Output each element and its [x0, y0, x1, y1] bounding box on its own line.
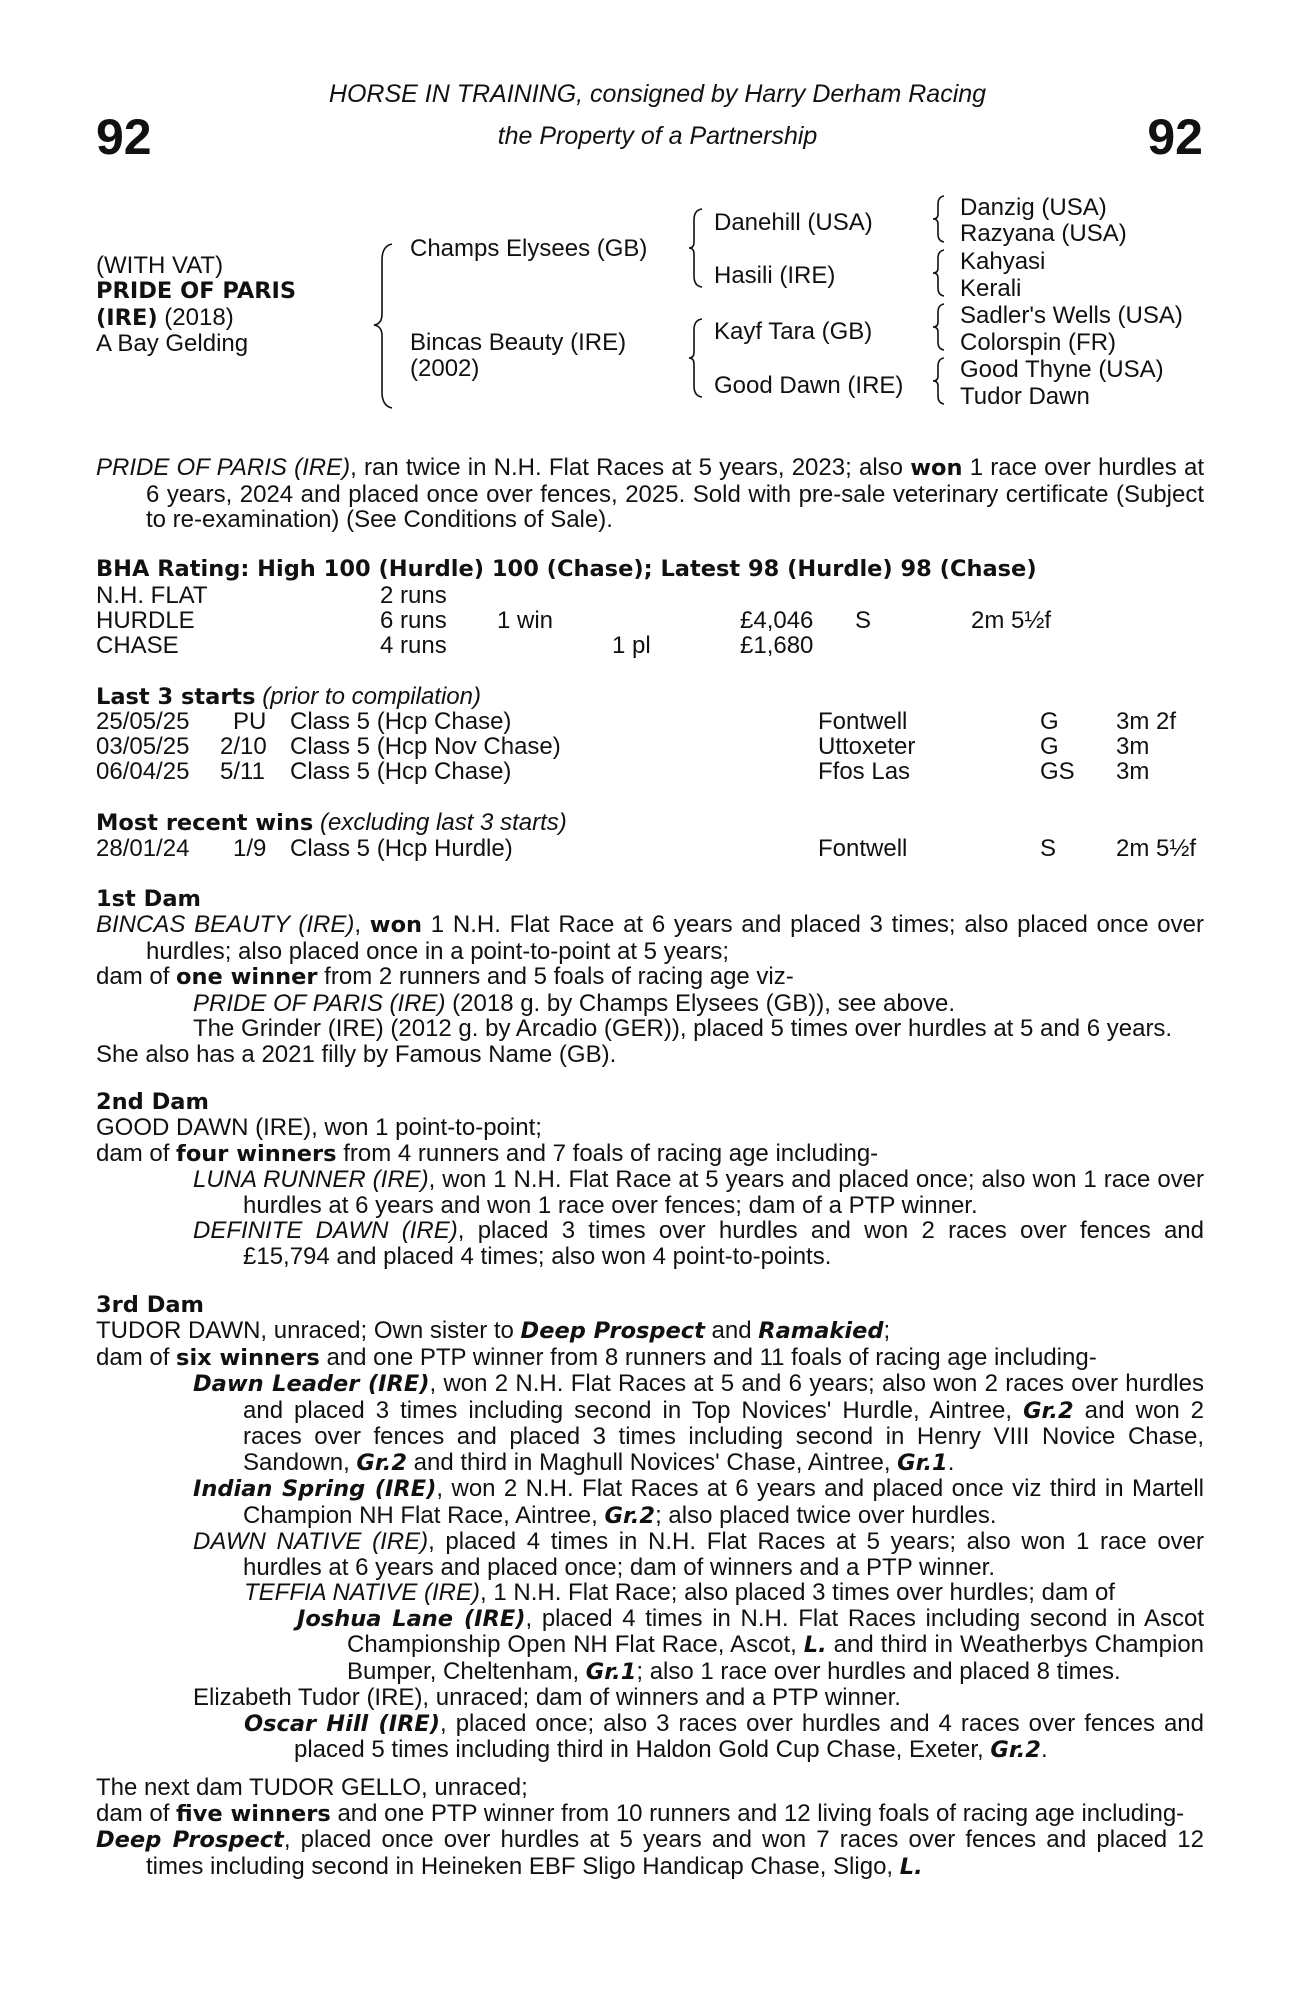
start-course: Ffos Las	[818, 758, 911, 785]
dam-sire: Kayf Tara (GB)	[714, 318, 873, 345]
brace-gg2	[930, 248, 948, 298]
first-dam-produce-1: PRIDE OF PARIS (IRE) (2018 g. by Champs Elysees (GB)), see above.	[193, 989, 956, 1017]
win-date: 28/01/24	[96, 835, 190, 862]
win-position: 1/9	[233, 835, 267, 862]
ggp-2: Razyana (USA)	[960, 220, 1127, 247]
start-course: Fontwell	[818, 708, 908, 735]
second-dam-summary: GOOD DAWN (IRE), won 1 point-to-point;	[96, 1114, 542, 1141]
start-race: Class 5 (Hcp Chase)	[290, 708, 512, 735]
dam: Bincas Beauty (IRE)	[410, 329, 627, 356]
lot-number-right: 92	[1147, 109, 1203, 165]
ggp-4: Kerali	[960, 275, 1022, 302]
record-type: CHASE	[96, 632, 179, 659]
dam-dam: Good Dawn (IRE)	[714, 372, 904, 399]
second-dam-produce-2: DEFINITE DAWN (IRE), placed 3 times over hurdles and won 2 races over fences and £15,794 and placed 4 times; also won 4 point-to-points.	[193, 1217, 1205, 1270]
second-dam-produce-1: LUNA RUNNER (IRE), won 1 N.H. Flat Race at 5 years and placed once; also won 1 race over hurdles at 6 years and won 1 race over fences; dam of a PTP winner.	[193, 1166, 1205, 1219]
third-dam-grandproduce-1: TEFFIA NATIVE (IRE), 1 N.H. Flat Race; also placed 3 times over hurdles; dam of	[244, 1579, 1115, 1606]
lot-subtitle: the Property of a Partnership	[497, 122, 818, 150]
start-race: Class 5 (Hcp Nov Chase)	[290, 733, 561, 760]
brace-sire	[686, 206, 706, 290]
third-dam-summary: TUDOR DAWN, unraced; Own sister to Deep Prospect and Ramakied;	[96, 1317, 891, 1344]
record-runs: 2 runs	[380, 582, 447, 609]
start-date: 03/05/25	[96, 733, 190, 760]
start-going: GS	[1040, 758, 1075, 785]
ggp-1: Danzig (USA)	[960, 194, 1107, 221]
intro-paragraph: PRIDE OF PARIS (IRE), ran twice in N.H. Flat Races at 5 years, 2023; also won 1 race over hurdles at 6 years, 2024 and placed once over fences, 2025. Sold with pre-sale veterinary certificate (Subject to re-examination) (See Conditions of Sale).	[96, 454, 1205, 533]
third-dam-produce-4: Elizabeth Tudor (IRE), unraced; dam of winners and a PTP winner.	[193, 1684, 901, 1711]
sire: Champs Elysees (GB)	[410, 235, 648, 262]
win-going: S	[1040, 835, 1057, 862]
brace-gg4	[930, 356, 948, 406]
brace-gg3	[930, 302, 948, 352]
third-dam-produce-2: Indian Spring (IRE), won 2 N.H. Flat Races at 6 years and placed once viz third in Martell Champion NH Flat Race, Aintree, Gr.2; also placed twice over hurdles.	[193, 1475, 1205, 1529]
record-wins: 1 win	[497, 607, 554, 634]
second-dam-produce-intro: dam of four winners from 4 runners and 7 foals of racing age including-	[96, 1139, 879, 1167]
next-dam-produce-intro: dam of five winners and one PTP winner from 10 runners and 12 living foals of racing age including-	[96, 1799, 1185, 1827]
lot-title: HORSE IN TRAINING, consigned by Harry Derham Racing	[328, 80, 987, 108]
ggp-5: Sadler's Wells (USA)	[960, 302, 1183, 329]
third-dam-produce-1: Dawn Leader (IRE), won 2 N.H. Flat Races at 5 and 6 years; also won 2 races over hurdles and placed 3 times including second in Top Novices' Hurdle, Aintree, Gr.2 and won 2 races over fences and placed 3 times including second in Henry VIII Novice Chase, Sandown, Gr.2 and third in Maghull Novices' Chase, Aintree, Gr.1.	[193, 1370, 1205, 1476]
next-dam-section	[96, 1775, 1204, 1880]
recent-wins-heading: Most recent wins (excluding last 3 starts)	[96, 809, 567, 836]
win-course: Fontwell	[818, 835, 908, 862]
start-position: PU	[233, 708, 267, 735]
third-dam-grandproduce-2: Oscar Hill (IRE), placed once; also 3 races over hurdles and 4 races over fences and placed 5 times including third in Haldon Gold Cup Chase, Exeter, Gr.2.	[244, 1709, 1204, 1763]
start-going: G	[1040, 708, 1059, 735]
lot-number-left: 92	[96, 109, 152, 165]
start-position: 5/11	[220, 758, 265, 785]
second-dam-heading: 2nd Dam	[96, 1089, 209, 1115]
start-distance: 3m	[1116, 758, 1150, 785]
next-dam-produce-1: Deep Prospect, placed once over hurdles at 5 years and won 7 races over fences and placed 12 times including second in Heineken EBF Sligo Handicap Chase, Sligo, L.	[96, 1826, 1204, 1880]
third-dam-heading: 3rd Dam	[96, 1292, 204, 1318]
record-type: HURDLE	[96, 607, 195, 634]
start-race: Class 5 (Hcp Chase)	[290, 758, 512, 785]
start-date: 06/04/25	[96, 758, 190, 785]
third-dam-produce-3: DAWN NATIVE (IRE), placed 4 times in N.H. Flat Races at 5 years; also won 1 race over hurdles at 6 years and placed once; dam of winners and a PTP winner.	[193, 1528, 1205, 1581]
start-distance: 3m 2f	[1116, 708, 1177, 735]
first-dam-heading: 1st Dam	[96, 886, 201, 912]
horse-description: A Bay Gelding	[96, 330, 249, 357]
brace-dam	[686, 316, 706, 400]
record-runs: 6 runs	[380, 607, 447, 634]
ggp-3: Kahyasi	[960, 248, 1046, 275]
brace-gg1	[930, 194, 948, 244]
third-dam-section	[96, 1318, 1204, 1764]
ggp-7: Good Thyne (USA)	[960, 356, 1164, 383]
first-dam-note: She also has a 2021 filly by Famous Name (GB).	[96, 1040, 617, 1068]
record-prize: £1,680	[740, 632, 814, 659]
start-distance: 3m	[1116, 733, 1150, 760]
record-runs: 4 runs	[380, 632, 447, 659]
last-starts-heading: Last 3 starts (prior to compilation)	[96, 683, 481, 710]
bha-rating-heading: BHA Rating: High 100 (Hurdle) 100 (Chase); Latest 98 (Hurdle) 98 (Chase)	[96, 556, 1037, 582]
horse-name: PRIDE OF PARIS	[96, 278, 297, 304]
first-dam-produce-2: The Grinder (IRE) (2012 g. by Arcadio (GER)), placed 5 times over hurdles at 5 and 6 years.	[193, 1015, 1173, 1042]
dam-year: (2002)	[410, 355, 480, 382]
record-going: S	[855, 607, 872, 634]
horse-name-suffix: (IRE) (2018)	[96, 304, 234, 331]
record-placed: 1 pl	[612, 632, 651, 659]
ggp-8: Tudor Dawn	[960, 383, 1090, 410]
start-going: G	[1040, 733, 1059, 760]
sire-dam: Hasili (IRE)	[714, 262, 836, 289]
first-dam-section	[96, 912, 1204, 1067]
record-type: N.H. FLAT	[96, 582, 208, 609]
next-dam-summary: The next dam TUDOR GELLO, unraced;	[96, 1774, 528, 1801]
record-distance: 2m 5½f	[971, 607, 1052, 634]
third-dam-produce-intro: dam of six winners and one PTP winner from 8 runners and 11 foals of racing age including-	[96, 1343, 1097, 1371]
first-dam-produce-intro: dam of one winner from 2 runners and 5 foals of racing age viz-	[96, 963, 794, 990]
start-date: 25/05/25	[96, 708, 190, 735]
sire-sire: Danehill (USA)	[714, 209, 873, 236]
win-distance: 2m 5½f	[1116, 835, 1197, 862]
record-prize: £4,046	[740, 607, 814, 634]
start-course: Uttoxeter	[818, 733, 916, 760]
vat-note: (WITH VAT)	[96, 252, 224, 279]
second-dam-section	[96, 1115, 1204, 1269]
win-race: Class 5 (Hcp Hurdle)	[290, 835, 513, 862]
brace-parents	[370, 240, 396, 410]
ggp-6: Colorspin (FR)	[960, 329, 1117, 356]
third-dam-greatgrandproduce-1: Joshua Lane (IRE), placed 4 times in N.H. Flat Races including second in Ascot Championship Open NH Flat Race, Ascot, L. and third in Weatherbys Champion Bumper, Cheltenham, Gr.1; also 1 race over hurdles and placed 8 times.	[297, 1604, 1205, 1685]
start-position: 2/10	[220, 733, 267, 760]
first-dam-summary: BINCAS BEAUTY (IRE), won 1 N.H. Flat Race at 6 years and placed 3 times; also placed once over hurdles; also placed once in a point-to-point at 5 years;	[96, 911, 1204, 965]
